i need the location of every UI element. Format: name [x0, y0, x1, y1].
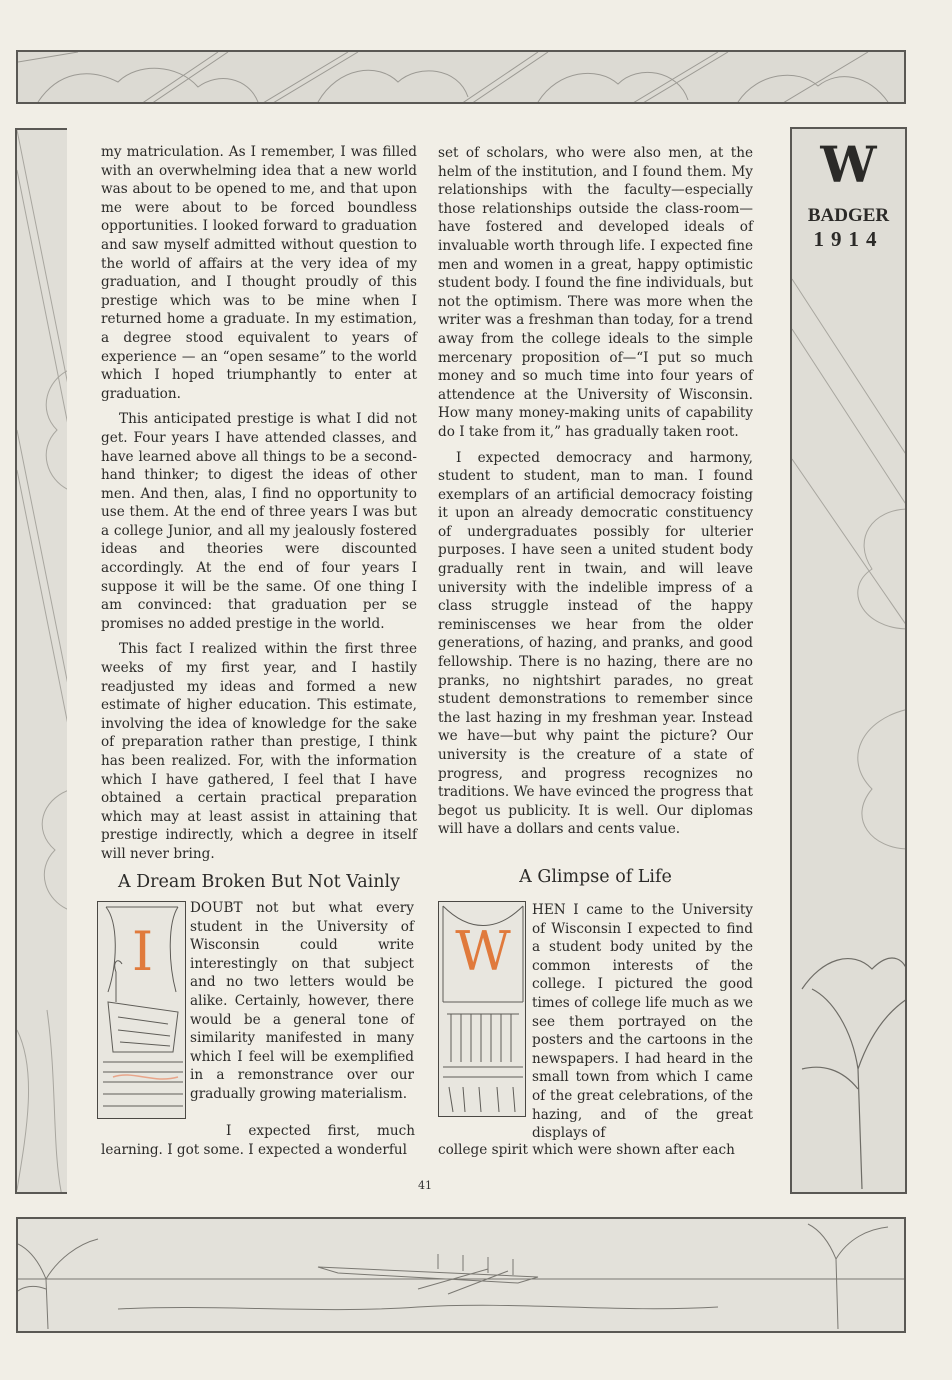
dropcap-columns-illustration [438, 901, 526, 1117]
top-decorative-band [16, 50, 906, 104]
cloud-illustration [18, 52, 906, 104]
dropcap-ship-illustration [97, 901, 186, 1119]
page-number: 41 [418, 1179, 432, 1192]
right-decorative-strip [790, 127, 907, 1194]
badge-letter: W [820, 135, 877, 194]
section-heading: A Dream Broken But Not Vainly [117, 872, 401, 892]
bottom-decorative-band [16, 1217, 906, 1333]
badge-year: 1914 [813, 227, 884, 251]
left-decorative-strip [15, 128, 67, 1194]
paragraph: This anticipated prestige is what I did not get. Four years I have attended classes, and have learned above all things to be a second-hand thinker; to digest the ideas of other men. And then, alas, I find no opportunity to use them. At the end of three years I was but a college Junior, and all my jealously fostered ideas and theories were discounted accordingly. At the end of four years I suppose it will be the same. Of one thing I am convinced: that graduation per se promises no added prestige in the world. [101, 411, 417, 632]
left-column [101, 143, 417, 864]
section-heading: A Glimpse of Life [519, 867, 672, 887]
badge-title: BADGER [807, 205, 890, 226]
section-body-continued: college spirit which were shown after each [438, 1142, 735, 1158]
paragraph: I expected democracy and harmony, student to student, man to man. I found exemplars of an artificial democracy foisting it upon an already democratic constituency of undergraduates possibly for ulterier purposes. I have seen a united student body gradually rent in twain, and will leave university with the indelible impress of a class struggle instead of the happy reminiscenses we hear from the older generations, of hazing, and pranks, and good fellowship. There is no hazing, there are no pranks, no nightshirt parades, no great student demonstrations to remember since the last hazing in my freshman year. Instead we have—but why paint the picture? Our university is the creature of a state of progress, and progress recognizes no traditions. We have evinced the progress that begot us publicity. It is well. Our diplomas will have a dollars and cents value. [438, 449, 753, 838]
section-body: HEN I came to the University of Wisconsin I expected to find a student body united by the common interests of the college. I pictured the good times of college life much as we see them portrayed on the posters and the cartoons in the newspapers. I had heard in the small town from which I came of the great celebrations, of the hazing, and of the great displays of [532, 902, 753, 1142]
dropcap-letter: I [131, 920, 154, 983]
right-column [438, 144, 753, 839]
paragraph: This fact I realized within the first three weeks of my first year, and I hastily readjusted my ideas and formed a new estimate of higher education. This estimate, involving the idea of knowledge for the sake of preparation rather than prestige, I think has been realized. For, with the information which I have gathered, I feel that I have obtained a certain practical preparation which may at least assist in attaining that prestige indirectly, which a degree in itself will never bring. [101, 641, 417, 862]
dropcap-letter: W [455, 920, 511, 983]
paragraph: my matriculation. As I remember, I was filled with an overwhelming idea that a new world was about to be opened to me, and that upon me were about to be forced boundless opportunities. I looked forward to graduation and saw myself admitted without question to the world of affairs at the very idea of my graduation, and I thought proudly of this prestige which was to be mine when I returned home a graduate. In my estimation, a degree stood equivalent to years of experience — an “open sesame” to the world which I hoped triumphantly to enter at graduation. [101, 144, 417, 402]
rowing-scene-illustration [18, 1219, 906, 1333]
section-body-continued: I expected first, much learning. I got some. I expected a wonderful [101, 1123, 415, 1158]
section-body: DOUBT not but what every student in the University of Wisconsin could write interestingly on that subject and no two letters would be alike. Certainly, however, there would be a general tone of similarity manifested in many which I feel will be exemplified in a remonstrance over our gradually growing materialism. [190, 900, 414, 1102]
paragraph: set of scholars, who were also men, at the helm of the institution, and I found them. My relationships with the faculty—especially those relationships outside the class-room—have fostered and developed ideals of invaluable worth through life. I expected fine men and women in a great, happy optimistic student body. I found the fine individuals, but not the optimism. There was more when the writer was a freshman than today, for a trend away from the college ideals to the simple mercenary proposition of—“I put so much money and so much time into four years of attendence at the University of Wisconsin. How many money-making units of capability do I take from it,” has gradually taken root. [438, 145, 753, 440]
cloud-illustration [17, 130, 67, 1194]
tree-illustration [792, 129, 907, 1194]
